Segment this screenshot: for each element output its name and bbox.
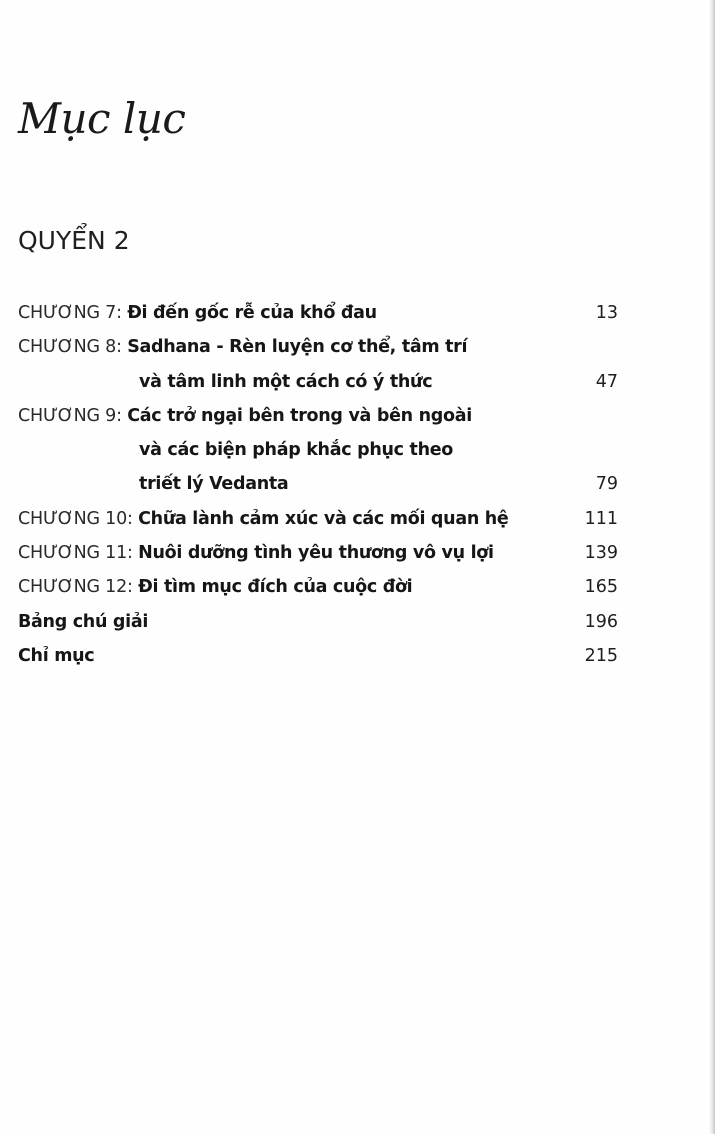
- toc-entry-chapter-10[interactable]: [18, 502, 618, 536]
- chapter-label: CHƯƠNG 10:: [18, 508, 139, 529]
- chapter-title: Sadhana - Rèn luyện cơ thể, tâm trí: [127, 337, 468, 358]
- toc-entry-chapter-8-continued[interactable]: [18, 365, 618, 399]
- toc-entry-chapter-8[interactable]: [18, 330, 618, 364]
- chapter-title-continued: và tâm linh một cách có ý thức: [139, 371, 433, 392]
- page-number: 139: [584, 543, 618, 564]
- chapter-label: CHƯƠNG 8:: [18, 337, 128, 358]
- glossary-title: Bảng chú giải: [18, 611, 149, 632]
- chapter-title: Nuôi dưỡng tình yêu thương vô vụ lợi: [138, 543, 494, 564]
- toc-entry-chapter-9-continued[interactable]: [18, 467, 618, 501]
- page-number: 196: [584, 611, 618, 632]
- toc-entry-chapter-9[interactable]: [18, 399, 618, 433]
- chapter-label: CHƯƠNG 7:: [18, 303, 128, 323]
- page-number: 79: [595, 474, 618, 495]
- page-number: 215: [584, 645, 618, 666]
- page-number: 111: [584, 508, 618, 529]
- page-number: 47: [595, 371, 618, 392]
- chapter-title: Chữa lành cảm xúc và các mối quan hệ: [138, 508, 509, 529]
- chapter-title-continued: và các biện pháp khắc phục theo: [139, 440, 454, 461]
- chapter-title: Đi tìm mục đích của cuộc đời: [138, 577, 413, 598]
- toc-entry-index[interactable]: [18, 639, 618, 673]
- toc-entry-glossary[interactable]: [18, 605, 618, 639]
- toc-entry-chapter-12[interactable]: [18, 570, 618, 604]
- page-edge-shadow: [709, 0, 715, 1134]
- toc-entry-chapter-9-continued[interactable]: [18, 433, 618, 467]
- chapter-label: CHƯƠNG 12:: [18, 577, 139, 598]
- page-number: 165: [584, 577, 618, 598]
- table-of-contents: [18, 296, 618, 673]
- page-number: 13: [595, 303, 618, 323]
- chapter-title: Các trở ngại bên trong và bên ngoài: [127, 405, 472, 426]
- index-title: Chỉ mục: [18, 645, 95, 666]
- chapter-title-continued: triết lý Vedanta: [139, 474, 289, 495]
- chapter-title: Đi đến gốc rễ của khổ đau: [127, 303, 377, 323]
- volume-heading: QUYỂN 2: [18, 226, 130, 255]
- toc-entry-chapter-11[interactable]: [18, 536, 618, 570]
- chapter-label: CHƯƠNG 9:: [18, 405, 128, 426]
- page-title: Mục lục: [18, 94, 186, 143]
- chapter-label: CHƯƠNG 11:: [18, 543, 139, 564]
- toc-entry-chapter-7[interactable]: [18, 296, 618, 330]
